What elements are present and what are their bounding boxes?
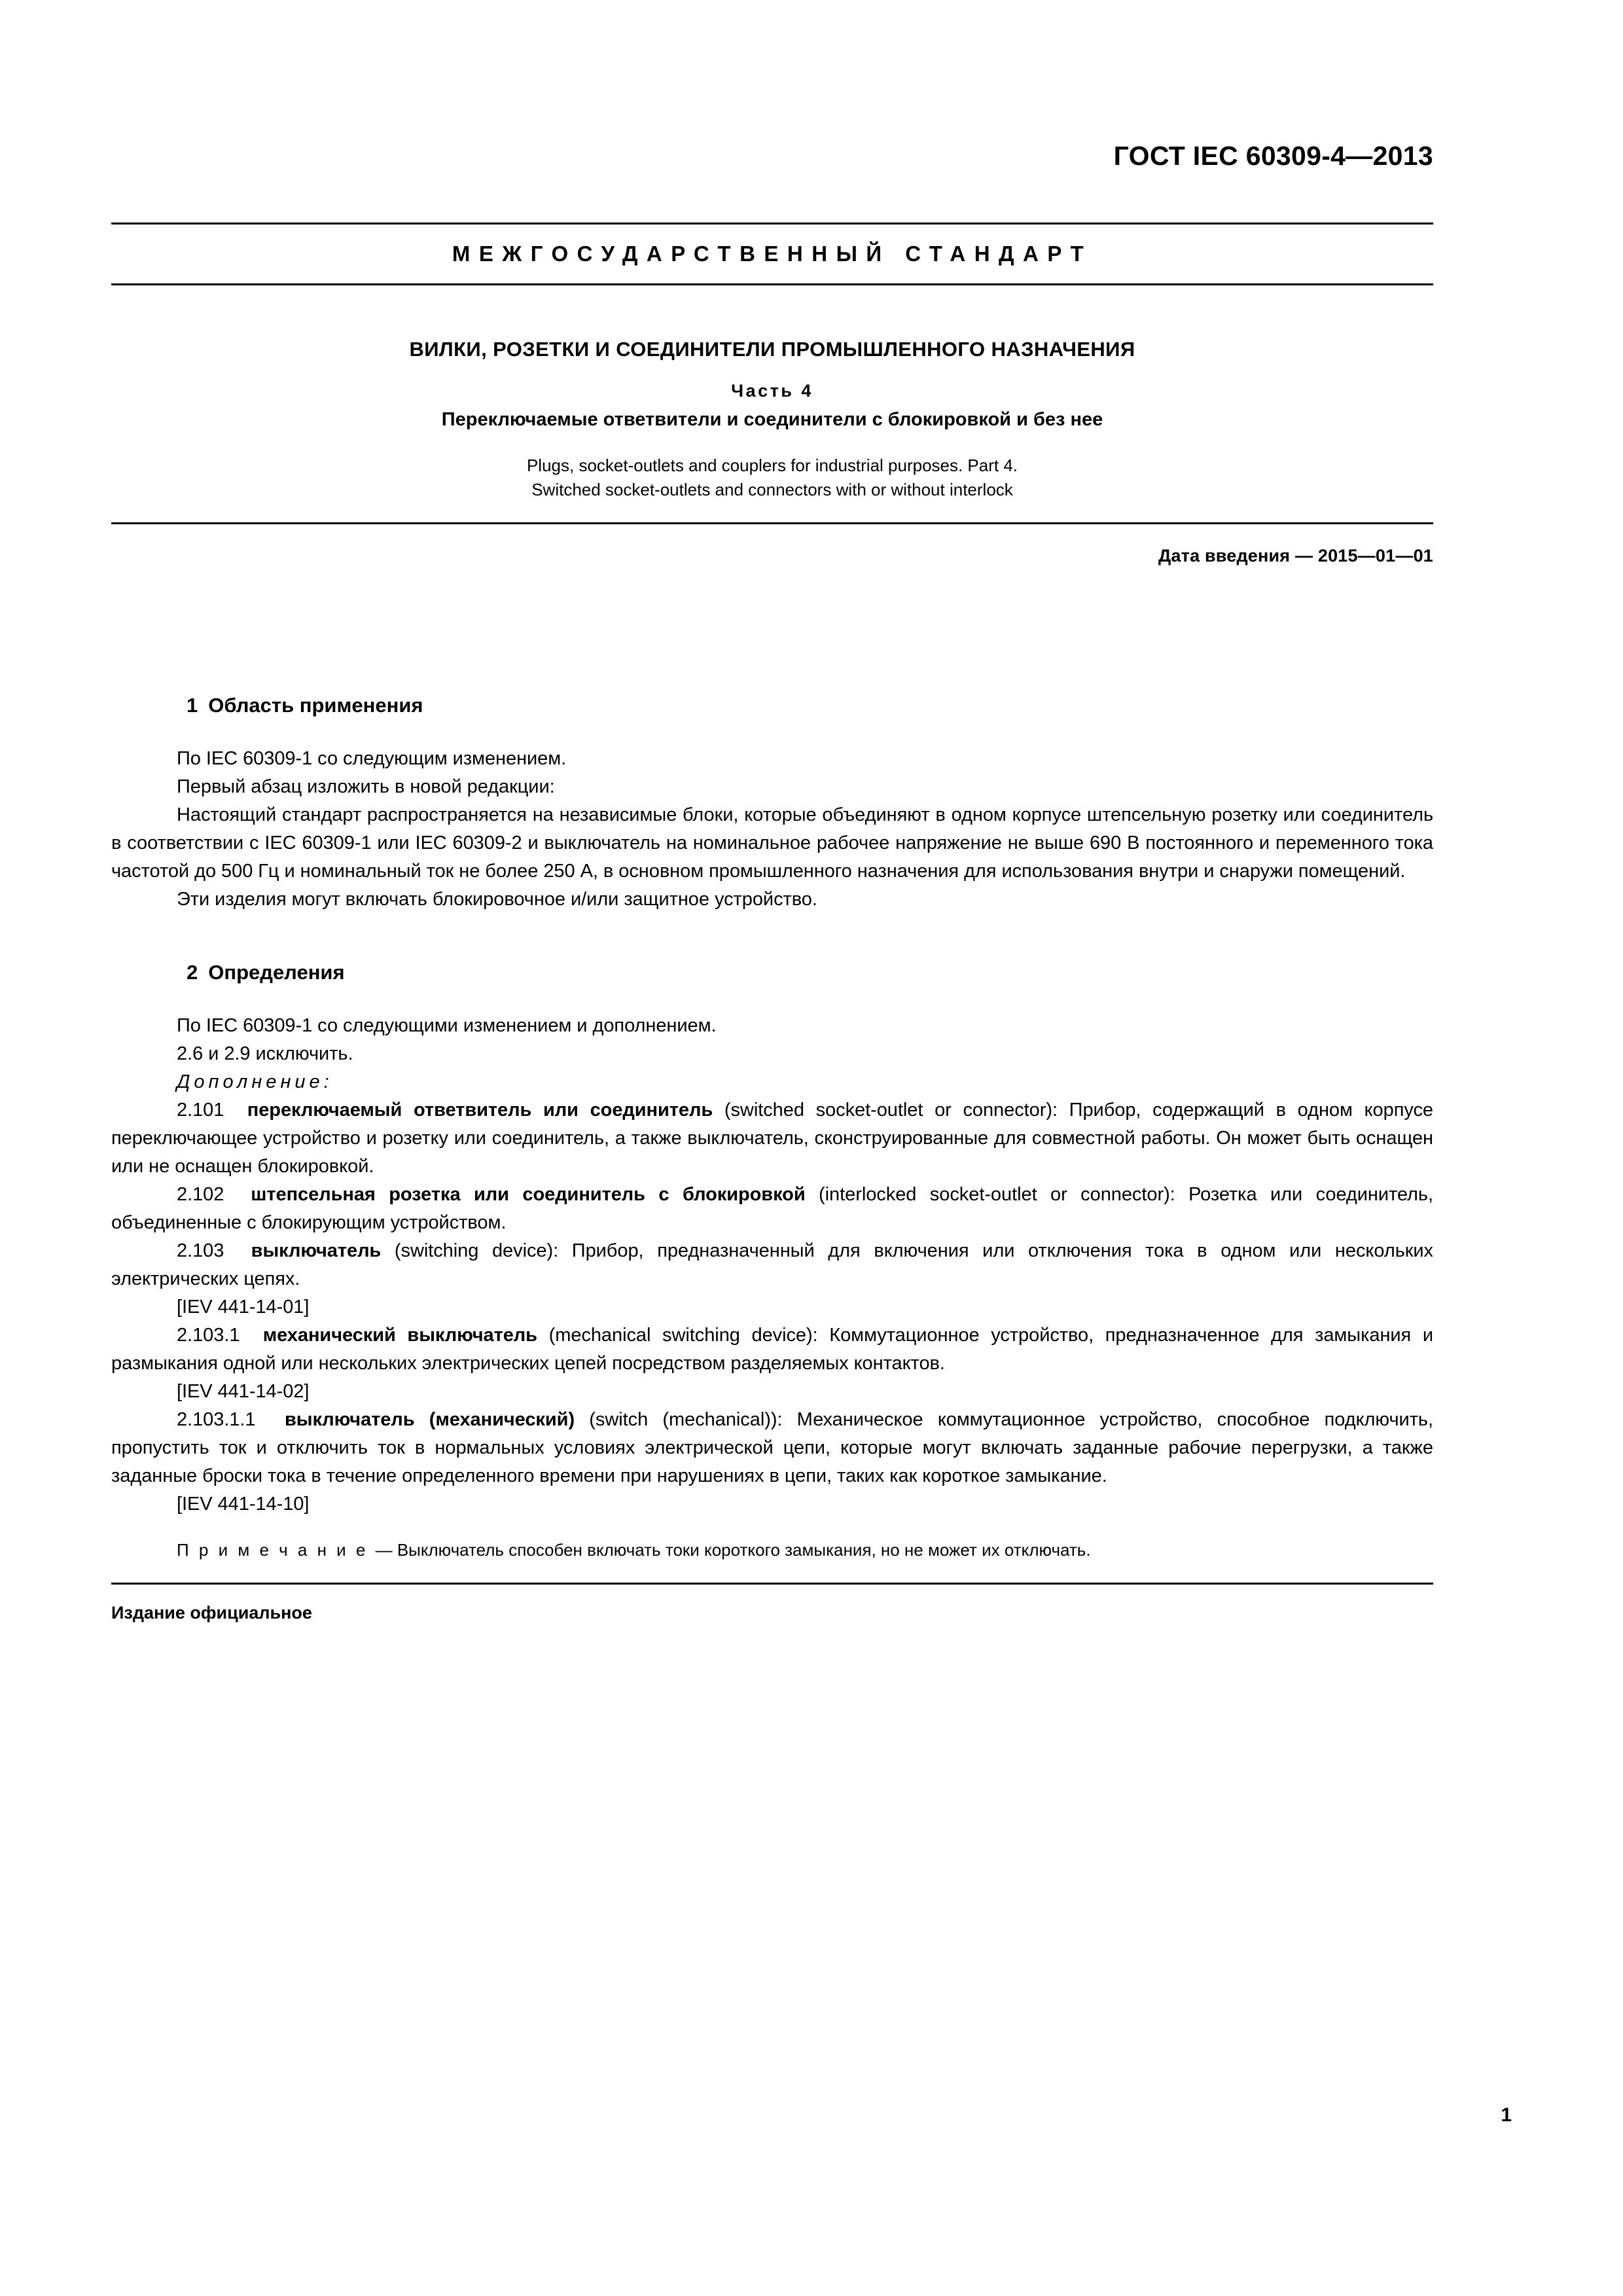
document-code: ГОСТ IEC 60309-4—2013 <box>1113 141 1433 171</box>
note-paragraph <box>111 1537 1433 1563</box>
section1-paragraph-1: По IEC 60309-1 со следующим изменением. <box>177 748 567 769</box>
official-edition-label: Издание официальное <box>111 1603 312 1623</box>
section2-paragraph-1: По IEC 60309-1 со следующими изменением и дополнением. <box>177 1015 717 1036</box>
section1-paragraph-3: Настоящий стандарт распространяется на независимые блоки, которые объединяют в одном корпусе штепсельную розетку или соединитель в соответствии с IEC 60309-1 или IEC 60309-2 и выключатель на номинальное рабочее напряжение не выше 690 В постоянного и переменного тока частотой до 500 Гц и номинальный ток не более 250 А, в основном промышленного назначения для использования внутри и снаружи помещений. <box>111 804 1433 882</box>
document-title: ВИЛКИ, РОЗЕТКИ И СОЕДИНИТЕЛИ ПРОМЫШЛЕННОГО НАЗНАЧЕНИЯ <box>409 338 1135 361</box>
definition-term: переключаемый ответвитель или соединитель <box>247 1100 713 1121</box>
definition-text: (switching device): Прибор, предназначенный для включения или отключения тока в одном или нескольких электрических цепях. <box>111 1240 1434 1289</box>
section-title-1: Область применения <box>208 694 423 717</box>
definition-2-101 <box>111 1096 1433 1181</box>
standard-band <box>111 223 1433 285</box>
page-number: 1 <box>1501 2104 1512 2126</box>
definition-2-102 <box>111 1181 1433 1237</box>
definition-2-103-1-1 <box>111 1406 1433 1490</box>
definition-id: 2.102 <box>177 1184 224 1205</box>
note-label: П р и м е ч а н и е <box>177 1540 376 1560</box>
section-heading-1 <box>187 694 1433 717</box>
iev-reference-3: [IEV 441-14-10] <box>177 1494 310 1515</box>
title-block <box>111 338 1433 500</box>
definition-term: штепсельная розетка или соединитель с блокировкой <box>251 1184 806 1205</box>
definition-id: 2.103.1 <box>177 1325 240 1346</box>
document-title-en-line1: Plugs, socket-outlets and couplers for industrial purposes. Part 4. <box>526 456 1018 475</box>
section-number-1: 1 <box>187 694 198 717</box>
section1-paragraph-4: Эти изделия могут включать блокировочное и/или защитное устройство. <box>177 889 817 910</box>
definition-id: 2.101 <box>177 1100 224 1121</box>
document-part-name: Переключаемые ответвители и соединители с блокировкой и без нее <box>441 409 1103 430</box>
definition-term: механический выключатель <box>262 1325 537 1346</box>
definition-term: выключатель (механический) <box>284 1409 575 1430</box>
section1-paragraph-2: Первый абзац изложить в новой редакции: <box>177 776 555 797</box>
section-title-2: Определения <box>208 961 345 984</box>
definition-id: 2.103 <box>177 1240 224 1261</box>
section2-paragraph-2: 2.6 и 2.9 исключить. <box>177 1043 353 1064</box>
section-number-2: 2 <box>187 961 198 984</box>
intro-date: Дата введения — 2015—01—01 <box>1158 546 1433 565</box>
definition-text: (interlocked socket-outlet or connector): Розетка или соединитель, объединенные с блокирующим устройством. <box>111 1184 1433 1233</box>
section-heading-2 <box>187 961 1433 984</box>
iev-reference-2: [IEV 441-14-02] <box>177 1381 310 1402</box>
definition-text: (mechanical switching device): Коммутационное устройство, предназначенное для замыкания и размыкания одной или нескольких электрических цепей посредством разделяемых контактов. <box>111 1325 1433 1374</box>
document-part: Часть 4 <box>731 381 813 401</box>
definition-term: выключатель <box>251 1240 382 1261</box>
definition-id: 2.103.1.1 <box>177 1409 256 1430</box>
note-text: — Выключатель способен включать токи короткого замыкания, но не может их отключать. <box>375 1540 1091 1560</box>
definition-2-103 <box>111 1237 1433 1293</box>
footer-divider <box>111 1583 1433 1585</box>
definition-text: (switch (mechanical)): Механическое коммутационное устройство, способное подключить, пропустить ток и отключить ток в нормальных условиях электрической цепи, которые могут включать заданные рабочие перегрузки, а также заданные броски тока в течение определенного времени при нарушениях в цепи, таких как короткое замыкание. <box>111 1409 1433 1486</box>
header-divider <box>111 522 1433 524</box>
iev-reference-1: [IEV 441-14-01] <box>177 1297 310 1318</box>
section2-addition-label <box>111 1068 1433 1096</box>
page-content <box>111 0 1433 1623</box>
document-title-en-line2: Switched socket-outlets and connectors with or without interlock <box>531 480 1013 499</box>
standard-band-label: МЕЖГОСУДАРСТВЕННЫЙ СТАНДАРТ <box>452 242 1093 266</box>
addition-label-text: Дополнение: <box>177 1071 333 1092</box>
definition-2-103-1 <box>111 1321 1433 1378</box>
definition-text: (switched socket-outlet or connector): Прибор, содержащий в одном корпусе переключающее устройство и розетку или соединитель, а также выключатель, сконструированные для совместной работы. Он может быть оснащен или не оснащен блокировкой. <box>111 1100 1434 1177</box>
